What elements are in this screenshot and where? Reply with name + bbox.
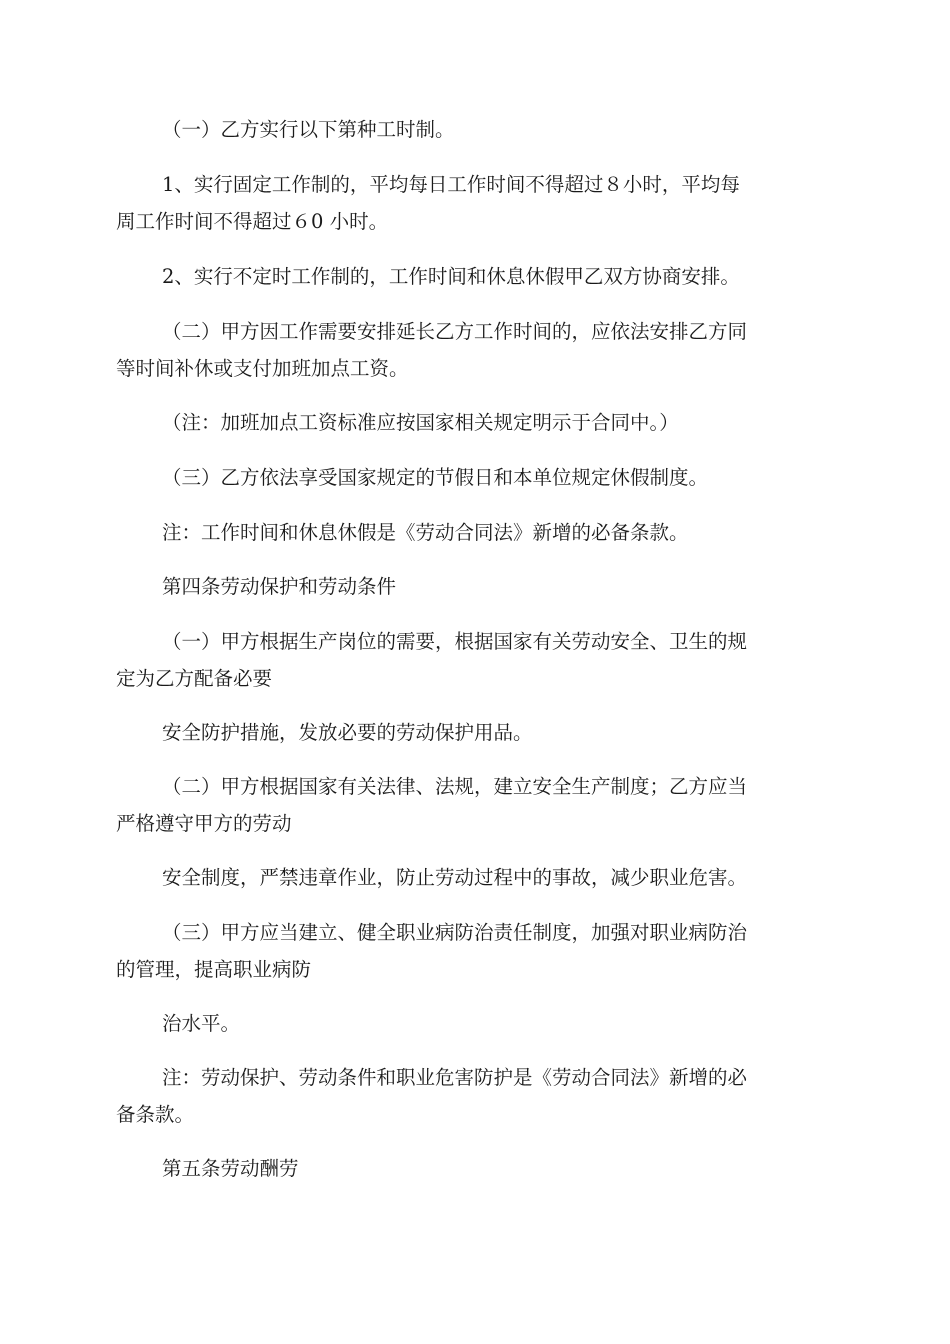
paragraph-flexible-hours (116, 258, 836, 295)
paragraph-fixed-hours (116, 166, 836, 240)
paragraph-safety-system (116, 768, 836, 842)
text-line: 第五条劳动酬劳 (162, 1157, 299, 1180)
text-line: （注：加班加点工资标准应按国家相关规定明示于合同中。） (162, 411, 679, 434)
text-line: 治水平。 (162, 1012, 241, 1035)
article-five-heading (116, 1150, 836, 1187)
text-line: 的管理，提高职业病防 (116, 958, 312, 981)
text-line: 安全防护措施，发放必要的劳动保护用品。 (162, 721, 533, 744)
text-line: 2、实行不定时工作制的，工作时间和休息休假甲乙双方协商安排。 (162, 265, 740, 288)
paragraph-safety-rules (116, 859, 836, 896)
paragraph-safety-measures (116, 714, 836, 751)
paragraph-overtime-note (116, 404, 836, 441)
text-line: 第四条劳动保护和劳动条件 (162, 575, 397, 598)
text-line: （二）甲方因工作需要安排延长乙方工作时间的，应依法安排乙方同 (162, 320, 748, 343)
article-four-heading (116, 568, 836, 605)
text-line: （一）乙方实行以下第种工时制。 (162, 118, 455, 141)
text-line: 备条款。 (116, 1103, 195, 1126)
text-line: 周工作时间不得超过６0 小时。 (116, 210, 389, 233)
text-line: （一）甲方根据生产岗位的需要，根据国家有关劳动安全、卫生的规 (162, 630, 748, 653)
paragraph-work-hours-system (116, 111, 836, 148)
text-line: 定为乙方配备必要 (116, 667, 273, 690)
paragraph-safety-equipment (116, 623, 836, 697)
paragraph-occupational-disease (116, 914, 836, 988)
paragraph-hours-note (116, 514, 836, 551)
text-line: （三）乙方依法享受国家规定的节假日和本单位规定休假制度。 (162, 466, 709, 489)
paragraph-protection-note (116, 1059, 836, 1133)
paragraph-overtime (116, 313, 836, 387)
paragraph-prevention-level (116, 1005, 836, 1042)
text-line: 注：工作时间和休息休假是《劳动合同法》新增的必备条款。 (162, 521, 689, 544)
text-line: 注：劳动保护、劳动条件和职业危害防护是《劳动合同法》新增的必 (162, 1066, 748, 1089)
text-line: 1、实行固定工作制的，平均每日工作时间不得超过８小时，平均每 (162, 173, 740, 196)
text-line: 安全制度，严禁违章作业，防止劳动过程中的事故，减少职业危害。 (162, 866, 748, 889)
text-line: 等时间补休或支付加班加点工资。 (116, 357, 409, 380)
paragraph-holidays (116, 459, 836, 496)
text-line: 严格遵守甲方的劳动 (116, 812, 292, 835)
text-line: （二）甲方根据国家有关法律、法规，建立安全生产制度；乙方应当 (162, 775, 748, 798)
text-line: （三）甲方应当建立、健全职业病防治责任制度，加强对职业病防治 (162, 921, 748, 944)
